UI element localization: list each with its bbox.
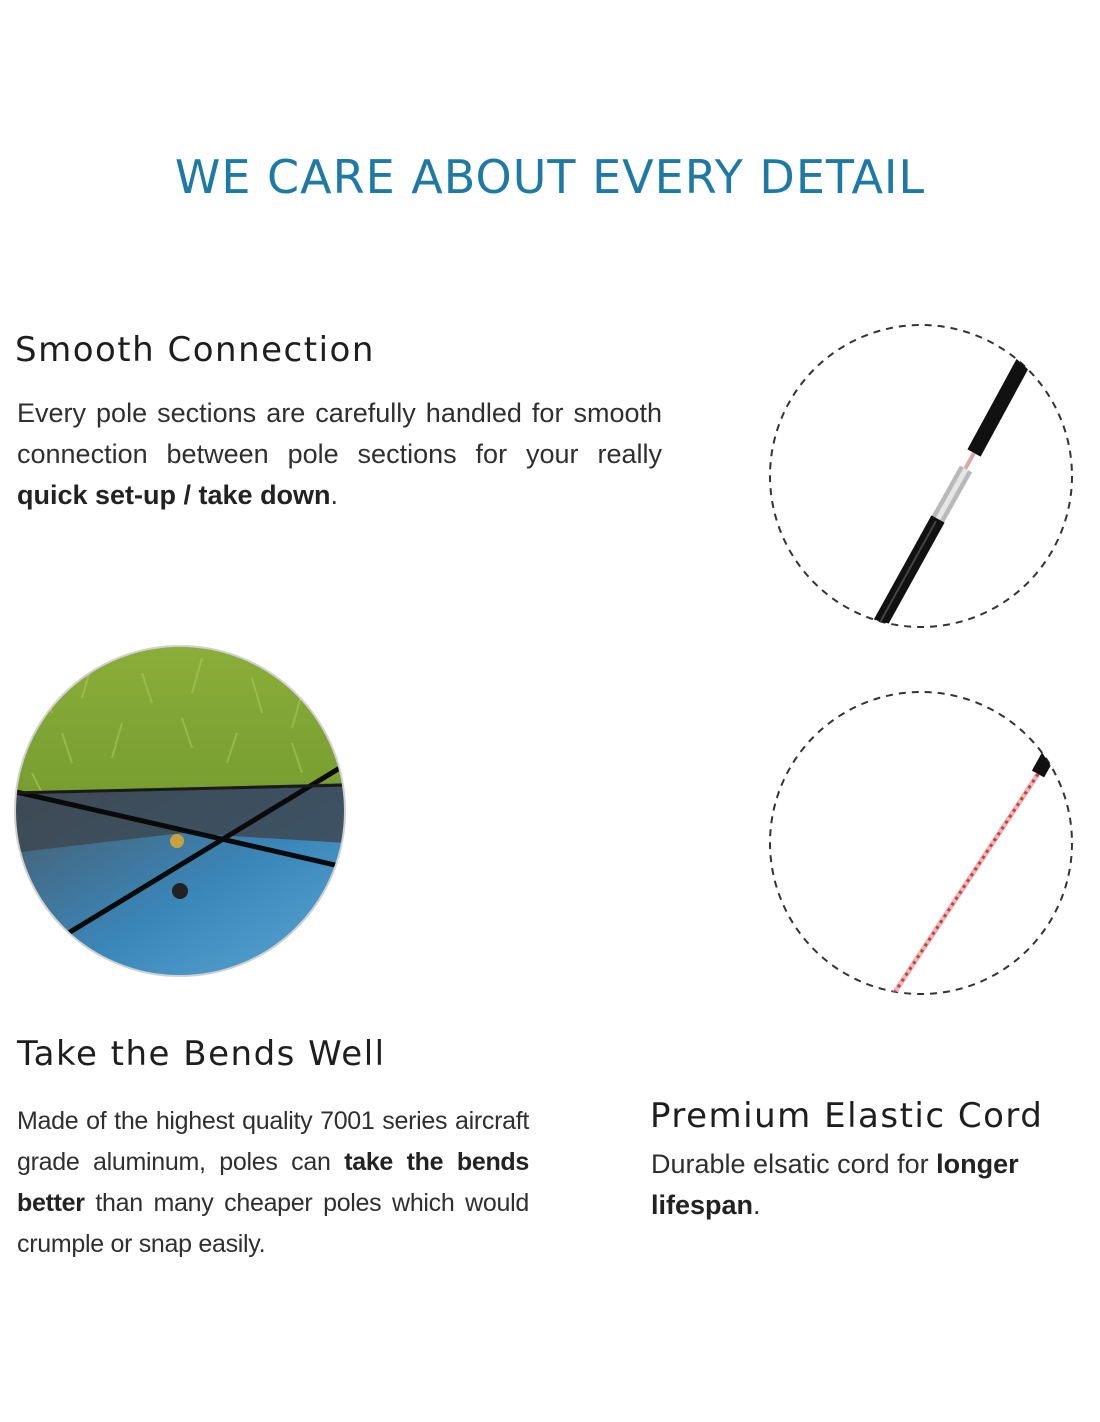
pole-joint-image [766,321,1076,631]
take-bends-title: Take the Bends Well [17,1034,386,1074]
take-bends-desc: Made of the highest quality 7001 series aircraft grade aluminum, poles can take the bends better than many cheaper poles which would crumple or snap easily. [17,1107,529,1258]
tent-corner-image [12,643,348,979]
page-headline: WE CARE ABOUT EVERY DETAIL [174,150,926,204]
smooth-connection-title: Smooth Connection [15,330,375,370]
elastic-cord-title: Premium Elastic Cord [650,1096,1044,1136]
smooth-connection-desc: Every pole sections are carefully handled for smooth connection between pole sections for your really quick set-up / take down. [17,398,662,510]
elastic-cord-image [766,688,1076,998]
elastic-cord-desc: Durable elsatic cord for longer lifespan. [651,1149,1019,1220]
